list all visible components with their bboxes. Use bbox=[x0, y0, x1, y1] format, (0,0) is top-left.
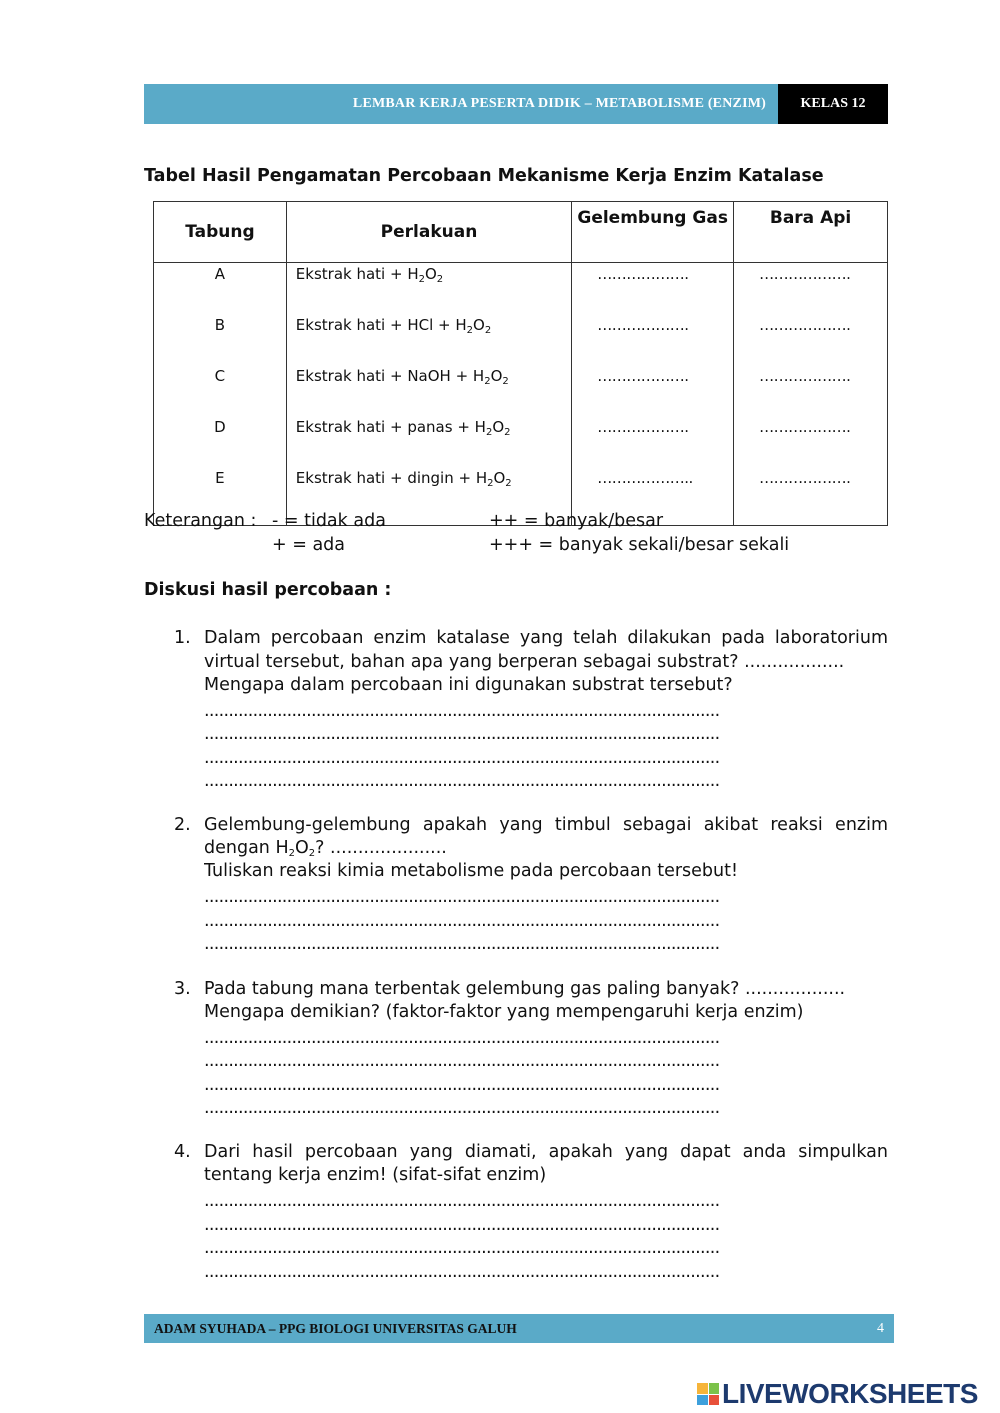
question-text: Gelembung-gelembung apakah yang timbul sebagai akibat reaksi enzim bbox=[204, 815, 888, 835]
col-header-perlakuan: Perlakuan bbox=[286, 202, 571, 263]
perlakuan-cell bbox=[286, 314, 571, 365]
question-text: virtual tersebut, bahan apa yang berperan sebagai substrat? .................. bbox=[204, 652, 845, 672]
table-row bbox=[154, 416, 888, 467]
answer-line[interactable]: .......................................................................................................... bbox=[204, 934, 720, 954]
gas-answer[interactable]: ………………. bbox=[572, 263, 734, 315]
oxygen-symbol: O bbox=[424, 265, 437, 283]
perlakuan-text: Ekstrak hati + HCl + H bbox=[295, 316, 467, 334]
legend-item: ++ = banyak/besar bbox=[489, 511, 664, 531]
tabung-cell: B bbox=[154, 314, 287, 365]
answer-line[interactable]: .......................................................................................................... bbox=[204, 1051, 720, 1071]
oxygen-symbol: O bbox=[490, 367, 503, 385]
table-row bbox=[154, 314, 888, 365]
question-number: 3. bbox=[174, 979, 191, 999]
question-text-part: ? ..................... bbox=[315, 838, 447, 858]
page-number: 4 bbox=[877, 1320, 884, 1336]
question-number: 4. bbox=[174, 1142, 191, 1162]
header-bar bbox=[144, 84, 888, 124]
answer-line[interactable]: .......................................................................................................... bbox=[204, 1098, 720, 1118]
answer-line[interactable]: .......................................................................................................... bbox=[204, 1238, 720, 1258]
subscript: 2 bbox=[466, 325, 474, 336]
oxygen-symbol: O bbox=[492, 418, 505, 436]
subscript: 2 bbox=[436, 274, 444, 285]
question-text: Tuliskan reaksi kimia metabolisme pada percobaan tersebut! bbox=[204, 861, 739, 881]
oxygen-symbol: O bbox=[493, 469, 506, 487]
liveworksheets-icon bbox=[697, 1383, 719, 1405]
question-text-part: dengan H bbox=[204, 838, 289, 858]
bara-answer[interactable]: ………………. bbox=[734, 314, 888, 365]
discussion-title: Diskusi hasil percobaan : bbox=[144, 580, 392, 600]
header-title: LEMBAR KERJA PESERTA DIDIK – METABOLISME (ENZIM) bbox=[352, 96, 766, 111]
answer-line[interactable]: .......................................................................................................... bbox=[204, 1028, 720, 1048]
bara-answer[interactable]: ………………. bbox=[734, 365, 888, 416]
legend-item: +++ = banyak sekali/besar sekali bbox=[489, 535, 790, 555]
answer-line[interactable]: .......................................................................................................... bbox=[204, 748, 720, 768]
footer-author: ADAM SYUHADA – PPG BIOLOGI UNIVERSITAS GALUH bbox=[154, 1320, 517, 1336]
table-header-row bbox=[154, 202, 888, 263]
answer-line[interactable]: .......................................................................................................... bbox=[204, 701, 720, 721]
legend-label: Keterangan : bbox=[144, 511, 257, 531]
col-header-tabung: Tabung bbox=[154, 202, 287, 263]
gas-answer[interactable]: ………………. bbox=[572, 365, 734, 416]
bara-answer[interactable]: ………………. bbox=[734, 263, 888, 315]
answer-line[interactable]: .......................................................................................................... bbox=[204, 1191, 720, 1211]
perlakuan-cell bbox=[286, 416, 571, 467]
gas-answer[interactable]: ……………….. bbox=[572, 467, 734, 526]
subscript: 2 bbox=[484, 325, 492, 336]
subscript: 2 bbox=[288, 848, 295, 859]
question-text: Pada tabung mana terbentak gelembung gas paling banyak? .................. bbox=[204, 979, 846, 999]
bara-answer[interactable]: ………………. bbox=[734, 416, 888, 467]
answer-line[interactable]: .......................................................................................................... bbox=[204, 771, 720, 791]
answer-line[interactable]: .......................................................................................................... bbox=[204, 1262, 720, 1282]
liveworksheets-logo[interactable] bbox=[697, 1379, 978, 1409]
subscript: 2 bbox=[487, 478, 494, 489]
answer-line[interactable]: .......................................................................................................... bbox=[204, 724, 720, 744]
table-title: Tabel Hasil Pengamatan Percobaan Mekanisme Kerja Enzim Katalase bbox=[144, 166, 824, 186]
perlakuan-text: Ekstrak hati + panas + H bbox=[295, 418, 486, 436]
col-header-gelembung-gas: Gelembung Gas bbox=[572, 202, 734, 263]
subscript: 2 bbox=[505, 478, 512, 489]
legend-item: + = ada bbox=[272, 535, 346, 555]
oxygen-symbol: O bbox=[473, 316, 485, 334]
answer-line[interactable]: .......................................................................................................... bbox=[204, 911, 720, 931]
subscript: 2 bbox=[308, 848, 316, 859]
observation-table bbox=[153, 201, 888, 526]
tabung-cell: E bbox=[154, 467, 287, 526]
table-row bbox=[154, 263, 888, 315]
gas-answer[interactable]: ………………. bbox=[572, 314, 734, 365]
brand-name: LIVEWORKSHEETS bbox=[722, 1378, 978, 1409]
footer-bar bbox=[144, 1314, 894, 1343]
oxygen-symbol: O bbox=[295, 838, 309, 858]
answer-line[interactable]: .......................................................................................................... bbox=[204, 1215, 720, 1235]
subscript: 2 bbox=[418, 274, 425, 285]
perlakuan-text: Ekstrak hati + dingin + H bbox=[295, 469, 488, 487]
question-text: tentang kerja enzim! (sifat-sifat enzim) bbox=[204, 1165, 547, 1185]
question-text: Mengapa demikian? (faktor-faktor yang mempengaruhi kerja enzim) bbox=[204, 1002, 804, 1022]
question-text: Mengapa dalam percobaan ini digunakan substrat tersebut? bbox=[204, 675, 733, 695]
subscript: 2 bbox=[504, 427, 511, 438]
perlakuan-cell bbox=[286, 365, 571, 416]
gas-answer[interactable]: ………………. bbox=[572, 416, 734, 467]
col-header-bara-api: Bara Api bbox=[734, 202, 888, 263]
subscript: 2 bbox=[502, 376, 509, 387]
perlakuan-cell bbox=[286, 263, 571, 315]
question-text: Dari hasil percobaan yang diamati, apakah yang dapat anda simpulkan bbox=[204, 1142, 888, 1162]
question-text: Dalam percobaan enzim katalase yang telah dilakukan pada laboratorium bbox=[204, 628, 888, 648]
subscript: 2 bbox=[484, 376, 491, 387]
subscript: 2 bbox=[485, 427, 493, 438]
perlakuan-text: Ekstrak hati + NaOH + H bbox=[295, 367, 485, 385]
tabung-cell: D bbox=[154, 416, 287, 467]
tabung-cell: A bbox=[154, 263, 287, 315]
answer-line[interactable]: .......................................................................................................... bbox=[204, 1075, 720, 1095]
table-row bbox=[154, 365, 888, 416]
perlakuan-text: Ekstrak hati + H bbox=[295, 265, 419, 283]
class-label: KELAS 12 bbox=[778, 84, 888, 124]
question-number: 2. bbox=[174, 815, 191, 835]
tabung-cell: C bbox=[154, 365, 287, 416]
legend-item: - = tidak ada bbox=[272, 511, 386, 531]
question-number: 1. bbox=[174, 628, 191, 648]
answer-line[interactable]: .......................................................................................................... bbox=[204, 887, 720, 907]
bara-answer[interactable]: ………………. bbox=[734, 467, 888, 526]
question-text bbox=[204, 838, 888, 859]
